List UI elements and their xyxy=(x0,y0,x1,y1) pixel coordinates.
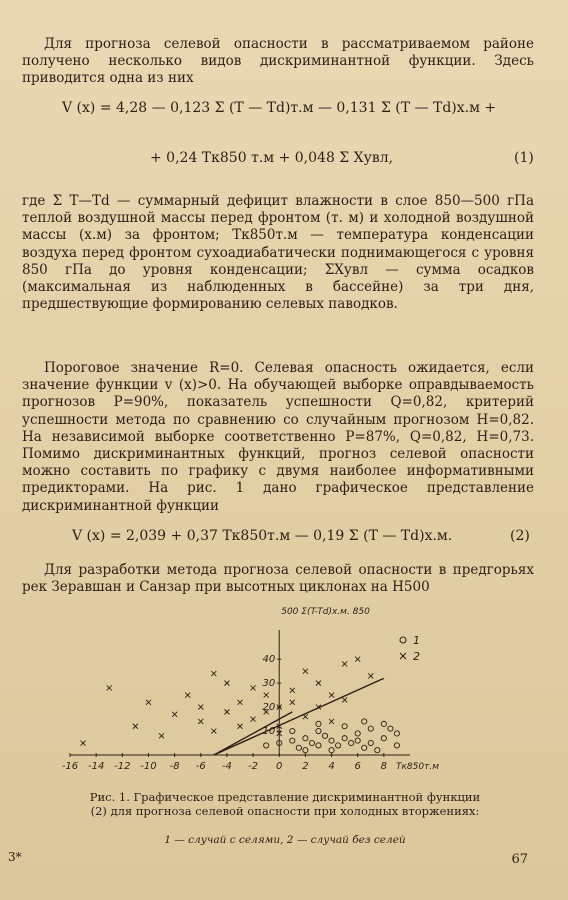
point-cross xyxy=(198,719,203,724)
point-circle xyxy=(362,745,367,750)
x-tick-label: -6 xyxy=(195,761,206,772)
paragraph-3 xyxy=(22,360,534,515)
point-circle xyxy=(329,748,334,753)
y-tick-label: 30 xyxy=(262,678,276,690)
signature-mark: 3* xyxy=(8,850,22,864)
point-cross xyxy=(224,681,229,686)
point-circle xyxy=(303,736,308,741)
point-circle xyxy=(368,740,373,745)
paragraph-2-text: где Σ T—Td — суммарный дефицит влажности в слое 850—500 гПа теплой воздушной массы перед фронтом (т. м) и холодной воздушной массы (х.м) за фронтом; Tк850т.м — температура конденсации воздуха перед фронтом сухоадиабатически поднимающегося с уровня 850 гПа до уровня конденсации; ΣXувл — сумма осадков (максимальная из наблюденных в бассейне) за три дня, предшествующие формированию селевых паводков. xyxy=(22,193,534,313)
point-circle xyxy=(296,745,301,750)
point-circle xyxy=(355,731,360,736)
point-cross xyxy=(290,700,295,705)
point-circle xyxy=(322,733,327,738)
equation-1-number: (1) xyxy=(514,150,534,166)
paragraph-4-text: Для разработки метода прогноза селевой опасности в предгорьях рек Зеравшан и Санзар при высотных циклонах на H500 xyxy=(22,562,534,596)
paragraph-1-text: Для прогноза селевой опасности в рассматриваемом районе получено несколько видов дискриминантной функции. Здесь приводится одна из них xyxy=(22,36,534,87)
y-tick-label: 10 xyxy=(262,726,276,738)
point-cross xyxy=(342,697,347,702)
axis-labels xyxy=(62,607,439,772)
decision-line xyxy=(214,712,292,755)
x-tick-label: -10 xyxy=(140,761,157,772)
figure-legend-text: 1 — случай с селями, 2 — случай без селей xyxy=(164,834,406,846)
legend-circle-icon xyxy=(400,637,406,643)
equation-2-number: (2) xyxy=(510,528,530,544)
point-cross xyxy=(303,714,308,719)
x-tick-label: 2 xyxy=(302,761,309,772)
equation-2: V (x) = 2,039 + 0,37 Tк850т.м — 0,19 Σ (T — Td)х.м. xyxy=(72,528,453,544)
point-circle xyxy=(368,726,373,731)
y-tick-label: 40 xyxy=(262,654,276,666)
point-circle xyxy=(316,721,321,726)
x-tick-label: 8 xyxy=(380,761,388,772)
scatter-chart xyxy=(50,600,440,785)
x-tick-label: -2 xyxy=(248,761,259,772)
x-tick-label: 4 xyxy=(328,761,335,772)
point-cross xyxy=(133,724,138,729)
paragraph-4 xyxy=(22,562,534,596)
point-circle xyxy=(303,748,308,753)
point-cross xyxy=(355,657,360,662)
point-cross xyxy=(159,733,164,738)
point-circle xyxy=(290,738,295,743)
point-circle xyxy=(264,743,269,748)
x-tick-label: 0 xyxy=(276,761,283,772)
point-cross xyxy=(172,712,177,717)
point-circle xyxy=(362,719,367,724)
point-cross xyxy=(251,717,256,722)
data-points xyxy=(81,657,400,753)
paragraph-2 xyxy=(22,193,534,313)
point-circle xyxy=(309,740,314,745)
point-circle xyxy=(316,743,321,748)
point-circle xyxy=(316,728,321,733)
equation-1-line-1: V (x) = 4,28 — 0,123 Σ (T — Td)т.м — 0,131 Σ (T — Td)х.м + xyxy=(62,100,497,116)
paragraph-3-text: Пороговое значение R=0. Селевая опасность ожидается, если значение функции v (x)>0. На обучающей выборке оправдываемость прогнозов P=90%, показатель успешности Q=0,82, критерий успешности метода по сравнению со случайным прогнозом H=0,82. На независимой выборке соответственно P=87%, Q=0,82, H=0,73. Помимо дискриминантных функций, прогноз селевой опасности можно составить по графику с двумя наиболее информативными предикторами. На рис. 1 дано графическое представление дискриминантной функции xyxy=(22,360,534,514)
x-tick-label: -8 xyxy=(169,761,180,772)
point-cross xyxy=(81,741,86,746)
point-circle xyxy=(394,743,399,748)
point-cross xyxy=(185,693,190,698)
point-circle xyxy=(290,728,295,733)
point-circle xyxy=(342,736,347,741)
x-tick-label: -12 xyxy=(114,761,131,772)
point-circle xyxy=(375,748,380,753)
legend-item-1: 1 xyxy=(413,634,420,647)
point-cross xyxy=(368,673,373,678)
point-cross xyxy=(146,700,151,705)
x-tick-label: -14 xyxy=(87,761,105,772)
point-circle xyxy=(381,736,386,741)
paragraph-1 xyxy=(22,36,534,88)
point-cross xyxy=(107,685,112,690)
point-circle xyxy=(388,726,393,731)
point-circle xyxy=(349,740,354,745)
x-tick-label: -4 xyxy=(221,761,232,772)
point-cross xyxy=(303,669,308,674)
point-cross xyxy=(251,685,256,690)
page-number: 67 xyxy=(511,852,528,867)
point-cross xyxy=(238,700,243,705)
legend-item-2: 2 xyxy=(413,650,420,663)
point-cross xyxy=(316,681,321,686)
x-axis-label: Tк850т.м xyxy=(396,762,440,772)
point-cross xyxy=(329,693,334,698)
point-cross xyxy=(342,661,347,666)
point-circle xyxy=(342,724,347,729)
point-circle xyxy=(381,721,386,726)
y-tick-label: 20 xyxy=(262,702,276,714)
point-circle xyxy=(394,731,399,736)
point-circle xyxy=(355,738,360,743)
x-tick-label: -16 xyxy=(61,761,79,772)
point-cross xyxy=(238,724,243,729)
point-circle xyxy=(329,738,334,743)
point-cross xyxy=(211,729,216,734)
equation-1-line-2: + 0,24 Tк850 т.м + 0,048 Σ Xувл, xyxy=(150,150,394,166)
figure-caption: Рис. 1. Графическое представление дискриминантной функции (2) для прогноза селевой опасности при холодных вторжениях: xyxy=(89,790,481,818)
point-circle xyxy=(335,743,340,748)
point-cross xyxy=(211,671,216,676)
y-axis-label: 500 Σ(T-Td)х.м. 850 xyxy=(281,607,370,617)
legend-cross-icon xyxy=(400,653,406,659)
x-tick-label: 6 xyxy=(354,761,361,772)
point-cross xyxy=(198,705,203,710)
point-cross xyxy=(329,719,334,724)
chart-legend xyxy=(395,630,445,670)
point-cross xyxy=(290,688,295,693)
point-cross xyxy=(264,693,269,698)
point-cross xyxy=(224,709,229,714)
